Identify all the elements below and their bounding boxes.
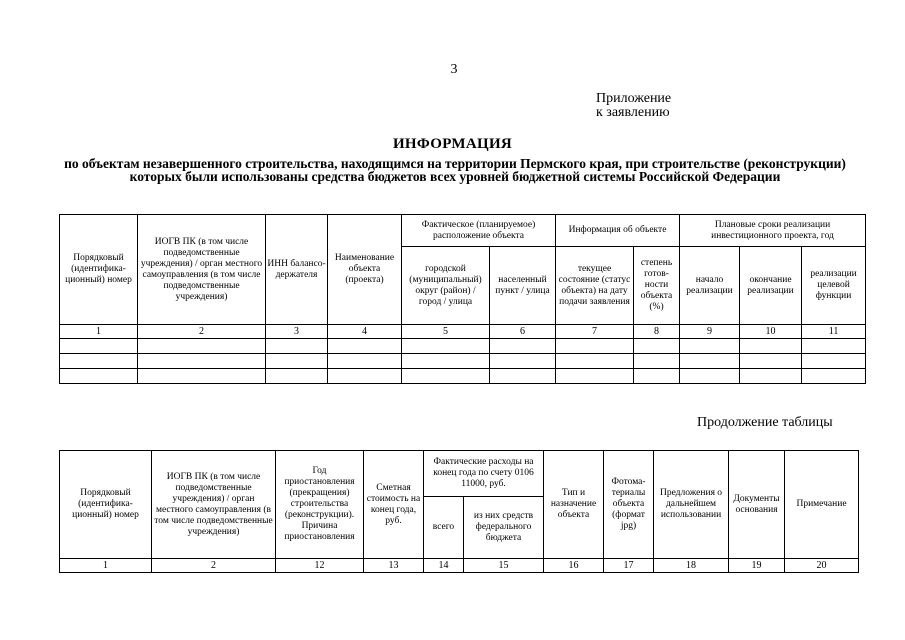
header-suspension: Год приостановления (прекращения) строительства (реконструкции). Причина приостановления xyxy=(276,451,364,559)
appendix-line-1: Приложение xyxy=(596,91,672,106)
column-number: 19 xyxy=(729,559,785,573)
table-row xyxy=(60,369,866,384)
column-number: 4 xyxy=(328,325,402,339)
column-number: 1 xyxy=(60,559,152,573)
column-number: 13 xyxy=(364,559,424,573)
header-documents: Документы основания xyxy=(729,451,785,559)
column-number: 7 xyxy=(556,325,634,339)
column-number: 17 xyxy=(604,559,654,573)
header-info-readiness: степень готов-ности объекта (%) xyxy=(634,247,680,325)
header-expenses-group: Фактические расходы на конец года по счету 0106 11000, руб. xyxy=(424,451,544,497)
column-number: 18 xyxy=(654,559,729,573)
column-number: 11 xyxy=(802,325,866,339)
column-number: 10 xyxy=(740,325,802,339)
header-location-settlement: населенный пункт / улица xyxy=(490,247,556,325)
header-iogv: ИОГВ ПК (в том числе подведомственные учреждения) / орган местного самоуправления (в том числе подведомственные учреждения) xyxy=(138,215,266,325)
column-number: 14 xyxy=(424,559,464,573)
appendix-label xyxy=(596,92,671,120)
column-number: 12 xyxy=(276,559,364,573)
document-subtitle: по объектам незавершенного строительства, находящимся на территории Пермского края, при строительстве (реконструкции) которых были использованы средства бюджетов всех уровней бюджетной системы Российской Федерации xyxy=(64,156,846,184)
header-plan-target: реализации целевой функции xyxy=(802,247,866,325)
header-location-district: городской (муниципальный) округ (район) / город / улица xyxy=(402,247,490,325)
header-expenses-federal: из них средств федерального бюджета xyxy=(464,497,544,559)
header-location-group: Фактическое (планируемое) расположение объекта xyxy=(402,215,556,247)
column-number: 5 xyxy=(402,325,490,339)
header-object-name: Наименование объекта (проекта) xyxy=(328,215,402,325)
header-info-group: Информация об объекте xyxy=(556,215,680,247)
header-inn: ИНН балансо-держателя xyxy=(266,215,328,325)
document-title: ИНФОРМАЦИЯ xyxy=(392,136,513,152)
header-plan-end: окончание реализации xyxy=(740,247,802,325)
header-proposals: Предложения о дальнейшем использовании xyxy=(654,451,729,559)
header-expenses-total: всего xyxy=(424,497,464,559)
table-row xyxy=(60,354,866,369)
column-number: 2 xyxy=(152,559,276,573)
header-plan-start: начало реализации xyxy=(680,247,740,325)
column-number: 8 xyxy=(634,325,680,339)
header-info-status: текущее состояние (статус объекта) на дату подачи заявления xyxy=(556,247,634,325)
column-number: 6 xyxy=(490,325,556,339)
header-iogv: ИОГВ ПК (в том числе подведомственные учреждения) / орган местного самоуправления (в том числе подведомственные учреждения) xyxy=(152,451,276,559)
table-row xyxy=(60,339,866,354)
column-number: 16 xyxy=(544,559,604,573)
objects-table-continuation xyxy=(59,450,859,573)
column-number: 2 xyxy=(138,325,266,339)
column-number: 3 xyxy=(266,325,328,339)
column-number: 20 xyxy=(785,559,859,573)
objects-table xyxy=(59,214,866,384)
column-number: 1 xyxy=(60,325,138,339)
header-note: Примечание xyxy=(785,451,859,559)
header-type-purpose: Тип и назначение объекта xyxy=(544,451,604,559)
column-number-row xyxy=(60,559,859,573)
header-photos: Фотома-териалы объекта (формат jpg) xyxy=(604,451,654,559)
column-number: 15 xyxy=(464,559,544,573)
header-serial-number: Порядковый (идентифика-ционный) номер xyxy=(60,451,152,559)
header-estimate: Сметная стоимость на конец года, руб. xyxy=(364,451,424,559)
column-number-row xyxy=(60,325,866,339)
header-plan-group: Плановые сроки реализации инвестиционного проекта, год xyxy=(680,215,866,247)
column-number: 9 xyxy=(680,325,740,339)
appendix-line-2: к заявлению xyxy=(596,105,670,120)
header-serial-number: Порядковый (идентифика-ционный) номер xyxy=(60,215,138,325)
page-number: 3 xyxy=(450,62,458,77)
continuation-label: Продолжение таблицы xyxy=(697,415,833,430)
